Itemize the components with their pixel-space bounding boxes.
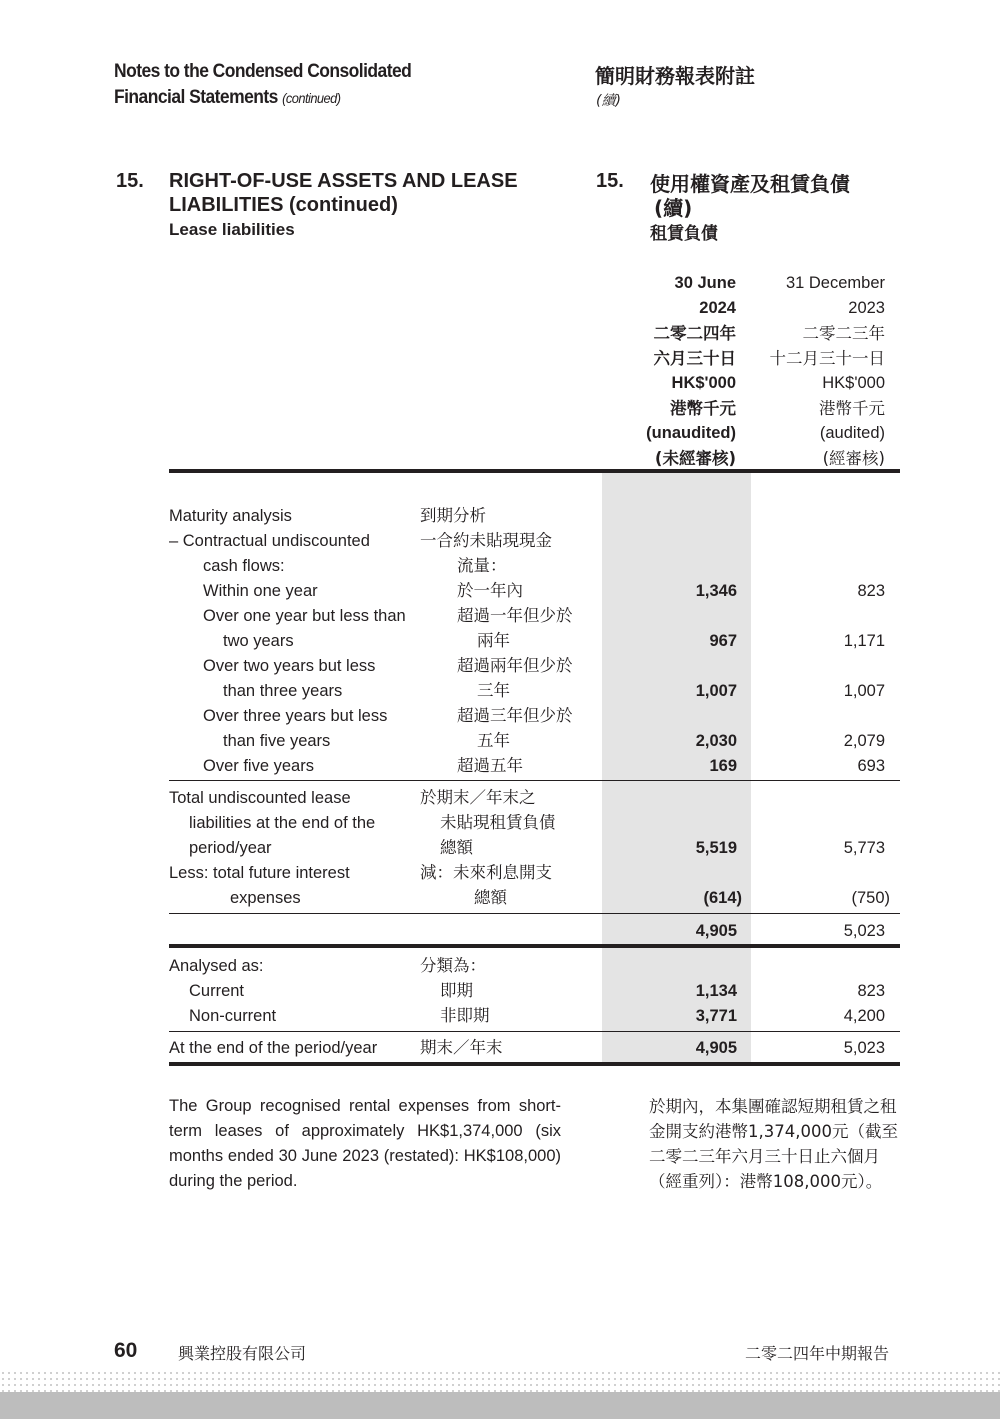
row-value-prior: 2,079 [843, 732, 885, 750]
row-label-zh: 一合約未貼現現金 [420, 531, 552, 550]
row-label-en: Non-current [189, 1007, 277, 1025]
row-value-prior: 1,007 [843, 682, 885, 700]
row-label-en: liabilities at the end of the [189, 814, 376, 832]
row-label-en: Analysed as: [169, 957, 264, 975]
row-value-prior: 5,023 [843, 922, 885, 940]
rule-after-maturity [169, 780, 900, 781]
row-label-zh: 三年 [477, 681, 510, 700]
row-value-current: 1,134 [695, 982, 737, 1000]
row-value-prior: 693 [857, 757, 885, 775]
row-label-zh: 分類為： [420, 956, 486, 975]
row-label-en: – Contractual undiscounted [169, 532, 370, 550]
row-label-en: two years [223, 632, 294, 650]
row-label-en: Within one year [203, 582, 318, 600]
col2-header [745, 271, 885, 471]
section-title-zh-line1: 使用權資產及租賃負債 [650, 172, 850, 196]
row-label-en: Over three years but less [203, 707, 388, 725]
row-label-zh: 即期 [440, 981, 473, 1000]
note-zh: 於期內，本集團確認短期租賃之租金開支約港幣1,374,000元（截至二零二三年六月三十日止六個月（經重列）：港幣108,000元）。 [649, 1097, 898, 1191]
row-label-zh: 總額 [474, 888, 507, 907]
row-label-zh: 總額 [440, 838, 473, 857]
row-label-en: period/year [189, 839, 272, 857]
row-label-zh: 兩年 [477, 631, 510, 650]
section-subtitle-zh: 租賃負債 [650, 224, 718, 244]
row-label-en: At the end of the period/year [169, 1039, 378, 1057]
row-label-en: expenses [230, 889, 301, 907]
row-value-prior: 823 [857, 982, 885, 1000]
row-label-zh: 流量： [457, 556, 507, 575]
section-subtitle-en: Lease liabilities [169, 220, 295, 239]
header-title-en-line2 [114, 87, 341, 109]
row-label-zh: 於期末／年末之 [420, 788, 536, 807]
row-value-current: 169 [709, 757, 737, 775]
col1-header [606, 271, 736, 471]
header-title-zh: 簡明財務報表附註 [595, 64, 755, 88]
header-continued-en: (continued) [282, 90, 341, 106]
row-label-en: Over two years but less [203, 657, 376, 675]
section-title-en-line2: LIABILITIES (continued) [169, 194, 398, 216]
rule-after-analysis [169, 1031, 900, 1032]
note-en: The Group recognised rental expenses from short-term leases of approximately HK$1,374,000 (six months ended 30 June 2023 (restated): HK$108,000) during the period. [169, 1097, 561, 1190]
row-value-prior: (750) [851, 889, 890, 907]
row-label-en: Less: total future interest [169, 864, 350, 882]
footer-report: 二零二四年中期報告 [745, 1344, 890, 1363]
row-value-current: 1,346 [695, 582, 737, 600]
col1-line: 30 June [674, 274, 736, 292]
row-label-zh: 非即期 [440, 1006, 490, 1025]
row-label-zh: 減：未來利息開支 [420, 863, 552, 882]
row-label-en: Total undiscounted lease [169, 789, 351, 807]
col2-line: HK$'000 [822, 374, 885, 392]
row-value-prior: 5,773 [843, 839, 885, 857]
row-label-en: Over one year but less than [203, 607, 406, 625]
row-value-current: 2,030 [695, 732, 737, 750]
row-value-prior: 1,171 [843, 632, 885, 650]
row-value-current: (614) [703, 889, 742, 907]
row-label-zh: 五年 [477, 731, 510, 750]
row-label-zh: 未貼現租賃負債 [440, 813, 556, 832]
row-value-current: 4,905 [695, 1039, 737, 1057]
col2-line: 2023 [848, 299, 885, 317]
row-label-en: than three years [223, 682, 343, 700]
section-number-en: 15. [116, 170, 144, 192]
col1-line: HK$'000 [671, 374, 736, 392]
row-label-zh: 超過三年但少於 [457, 706, 573, 725]
header-continued-zh: (續) [596, 93, 621, 109]
footer-dot-pattern [0, 1370, 1000, 1392]
col2-line: 港幣千元 [819, 399, 885, 418]
col1-line: 二零二四年 [653, 324, 736, 343]
col1-line: 2024 [699, 299, 736, 317]
row-value-current: 5,519 [695, 839, 737, 857]
row-label-zh: 超過一年但少於 [457, 606, 573, 625]
col1-line: (未經審核) [654, 449, 736, 468]
header-title-en-text: Financial Statements [114, 87, 278, 108]
row-value-prior: 4,200 [843, 1007, 885, 1025]
section-title-en-line1: RIGHT-OF-USE ASSETS AND LEASE [169, 170, 518, 192]
page-number: 60 [114, 1339, 138, 1362]
row-label-zh: 超過兩年但少於 [457, 656, 573, 675]
col2-line: (經審核) [822, 449, 885, 468]
row-value-prior: 823 [857, 582, 885, 600]
row-label-en: Current [189, 982, 245, 1000]
row-label-zh: 到期分析 [420, 506, 486, 525]
section-title-zh-line2: (續) [654, 196, 693, 220]
row-label-zh: 超過五年 [457, 756, 523, 775]
col1-line: 港幣千元 [670, 399, 736, 418]
rule-after-interest [169, 913, 900, 914]
row-label-en: Maturity analysis [169, 507, 292, 525]
footer-company: 興業控股有限公司 [178, 1344, 307, 1363]
footer-bar [0, 1392, 1000, 1419]
row-value-prior: 5,023 [843, 1039, 885, 1057]
col2-line: 二零二三年 [802, 324, 885, 343]
section-number-zh: 15. [596, 170, 624, 192]
row-label-en: than five years [223, 732, 331, 750]
row-label-en: cash flows: [203, 557, 285, 575]
rule-after-subtotal [169, 944, 900, 948]
row-value-current: 1,007 [695, 682, 737, 700]
row-label-zh: 於一年內 [457, 581, 523, 600]
col2-line: (audited) [819, 424, 885, 442]
header-rule [169, 469, 900, 473]
row-value-current: 4,905 [695, 922, 737, 940]
col2-line: 31 December [785, 274, 885, 292]
row-value-current: 3,771 [695, 1007, 737, 1025]
header-title-en-line1: Notes to the Condensed Consolidated [114, 61, 412, 82]
row-label-zh: 期末／年末 [420, 1038, 503, 1057]
col1-line: (unaudited) [646, 424, 736, 442]
row-value-current: 967 [709, 632, 737, 650]
row-label-en: Over five years [203, 757, 314, 775]
col2-line: 十二月三十一日 [769, 349, 885, 368]
col1-line: 六月三十日 [653, 349, 736, 368]
rule-bottom [169, 1062, 900, 1066]
